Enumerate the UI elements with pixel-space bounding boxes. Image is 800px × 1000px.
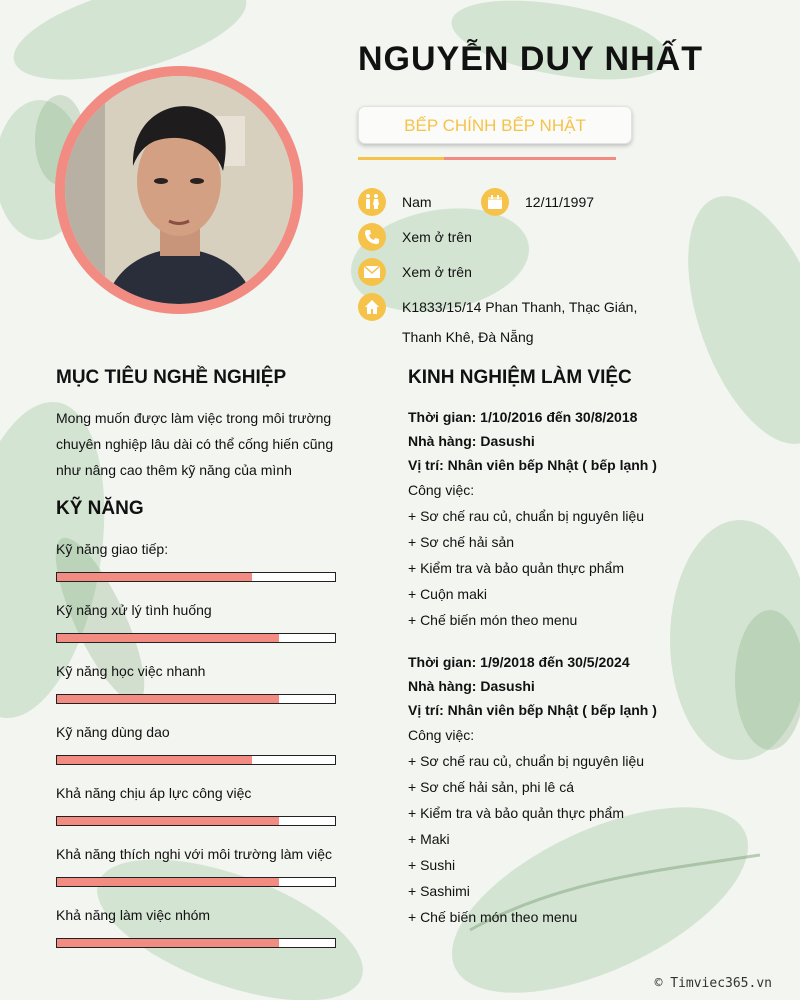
watermark: © Timviec365.vn [654,976,772,991]
skill-label: Kỹ năng dùng dao [56,724,170,740]
job-duty: + Sơ chế rau củ, chuẩn bị nguyên liệu [408,508,645,524]
phone-icon [358,223,386,251]
job-duty: + Kiểm tra và bảo quản thực phẩm [408,805,624,821]
job-duty: + Cuộn maki [408,586,487,602]
experience-entry [408,405,778,633]
birthday-text: 12/11/1997 [525,194,595,210]
skill-bar-fill [57,756,252,764]
candidate-name: NGUYỄN DUY NHẤT [358,40,703,78]
job-duty: + Sơ chế rau củ, chuẩn bị nguyên liệu [408,753,645,769]
skill-bar [56,694,336,704]
job-place: Nhà hàng: Dasushi [408,433,535,449]
skill-label: Kỹ năng giao tiếp: [56,541,169,557]
home-icon [358,293,386,321]
skill-bar [56,877,336,887]
skill-bar [56,816,336,826]
gender-text: Nam [402,194,432,210]
address-line-1: K1833/15/14 Phan Thanh, Thạc Gián, [402,299,638,315]
job-duty: + Sơ chế hải sản, phi lê cá [408,779,575,795]
position-badge: BẾP CHÍNH BẾP NHẬT [358,106,632,144]
skills-title: KỸ NĂNG [56,498,144,519]
job-duty: + Sơ chế hải sản [408,534,515,550]
skill-label: Kỹ năng học việc nhanh [56,663,206,679]
objective-line: Mong muốn được làm việc trong môi trường [56,410,332,426]
avatar [65,76,293,304]
experience-entry [408,650,778,930]
job-time: Thời gian: 1/10/2016 đến 30/8/2018 [408,409,638,425]
skill-label: Khả năng chịu áp lực công việc [56,785,252,801]
title-underline-pink [444,157,616,160]
objective-line: chuyên nghiệp lâu dài có thể cống hiến cũng [56,436,334,452]
experience-title: KINH NGHIỆM LÀM VIỆC [408,367,632,388]
phone-text: Xem ở trên [402,229,472,245]
job-place: Nhà hàng: Dasushi [408,678,535,694]
calendar-icon [481,188,509,216]
job-duty: + Sushi [408,857,456,873]
job-duties-label: Công việc: [408,482,475,498]
job-duty: + Maki [408,831,450,847]
email-text: Xem ở trên [402,264,472,280]
skill-bar [56,633,336,643]
job-time: Thời gian: 1/9/2018 đến 30/5/2024 [408,654,630,670]
skill-bar [56,572,336,582]
skill-bar-fill [57,573,252,581]
objective-line: như nâng cao thêm kỹ năng của mình [56,462,292,478]
objective-text [56,405,356,483]
gender-icon [358,188,386,216]
job-duties-label: Công việc: [408,727,475,743]
title-underline-yellow [358,157,444,160]
skill-bar-fill [57,634,279,642]
job-role: Vị trí: Nhân viên bếp Nhật ( bếp lạnh ) [408,702,657,718]
skill-bar [56,755,336,765]
job-duty: + Sashimi [408,883,470,899]
job-duty: + Chế biến món theo menu [408,612,578,628]
email-icon [358,258,386,286]
profile-photo [65,76,293,304]
job-duty: + Chế biến món theo menu [408,909,578,925]
job-duty: + Kiểm tra và bảo quản thực phẩm [408,560,624,576]
skill-bar [56,938,336,948]
avatar-frame [55,66,303,314]
skill-label: Khả năng thích nghi với môi trường làm việc [56,846,332,862]
skill-bar-fill [57,817,279,825]
skill-bar-fill [57,939,279,947]
skill-bar-fill [57,695,279,703]
job-role: Vị trí: Nhân viên bếp Nhật ( bếp lạnh ) [408,457,657,473]
address-line-2: Thanh Khê, Đà Nẵng [402,329,534,345]
skill-label: Khả năng làm việc nhóm [56,907,211,923]
objective-title: MỤC TIÊU NGHỀ NGHIỆP [56,367,287,388]
skill-label: Kỹ năng xử lý tình huống [56,602,212,618]
skill-bar-fill [57,878,279,886]
